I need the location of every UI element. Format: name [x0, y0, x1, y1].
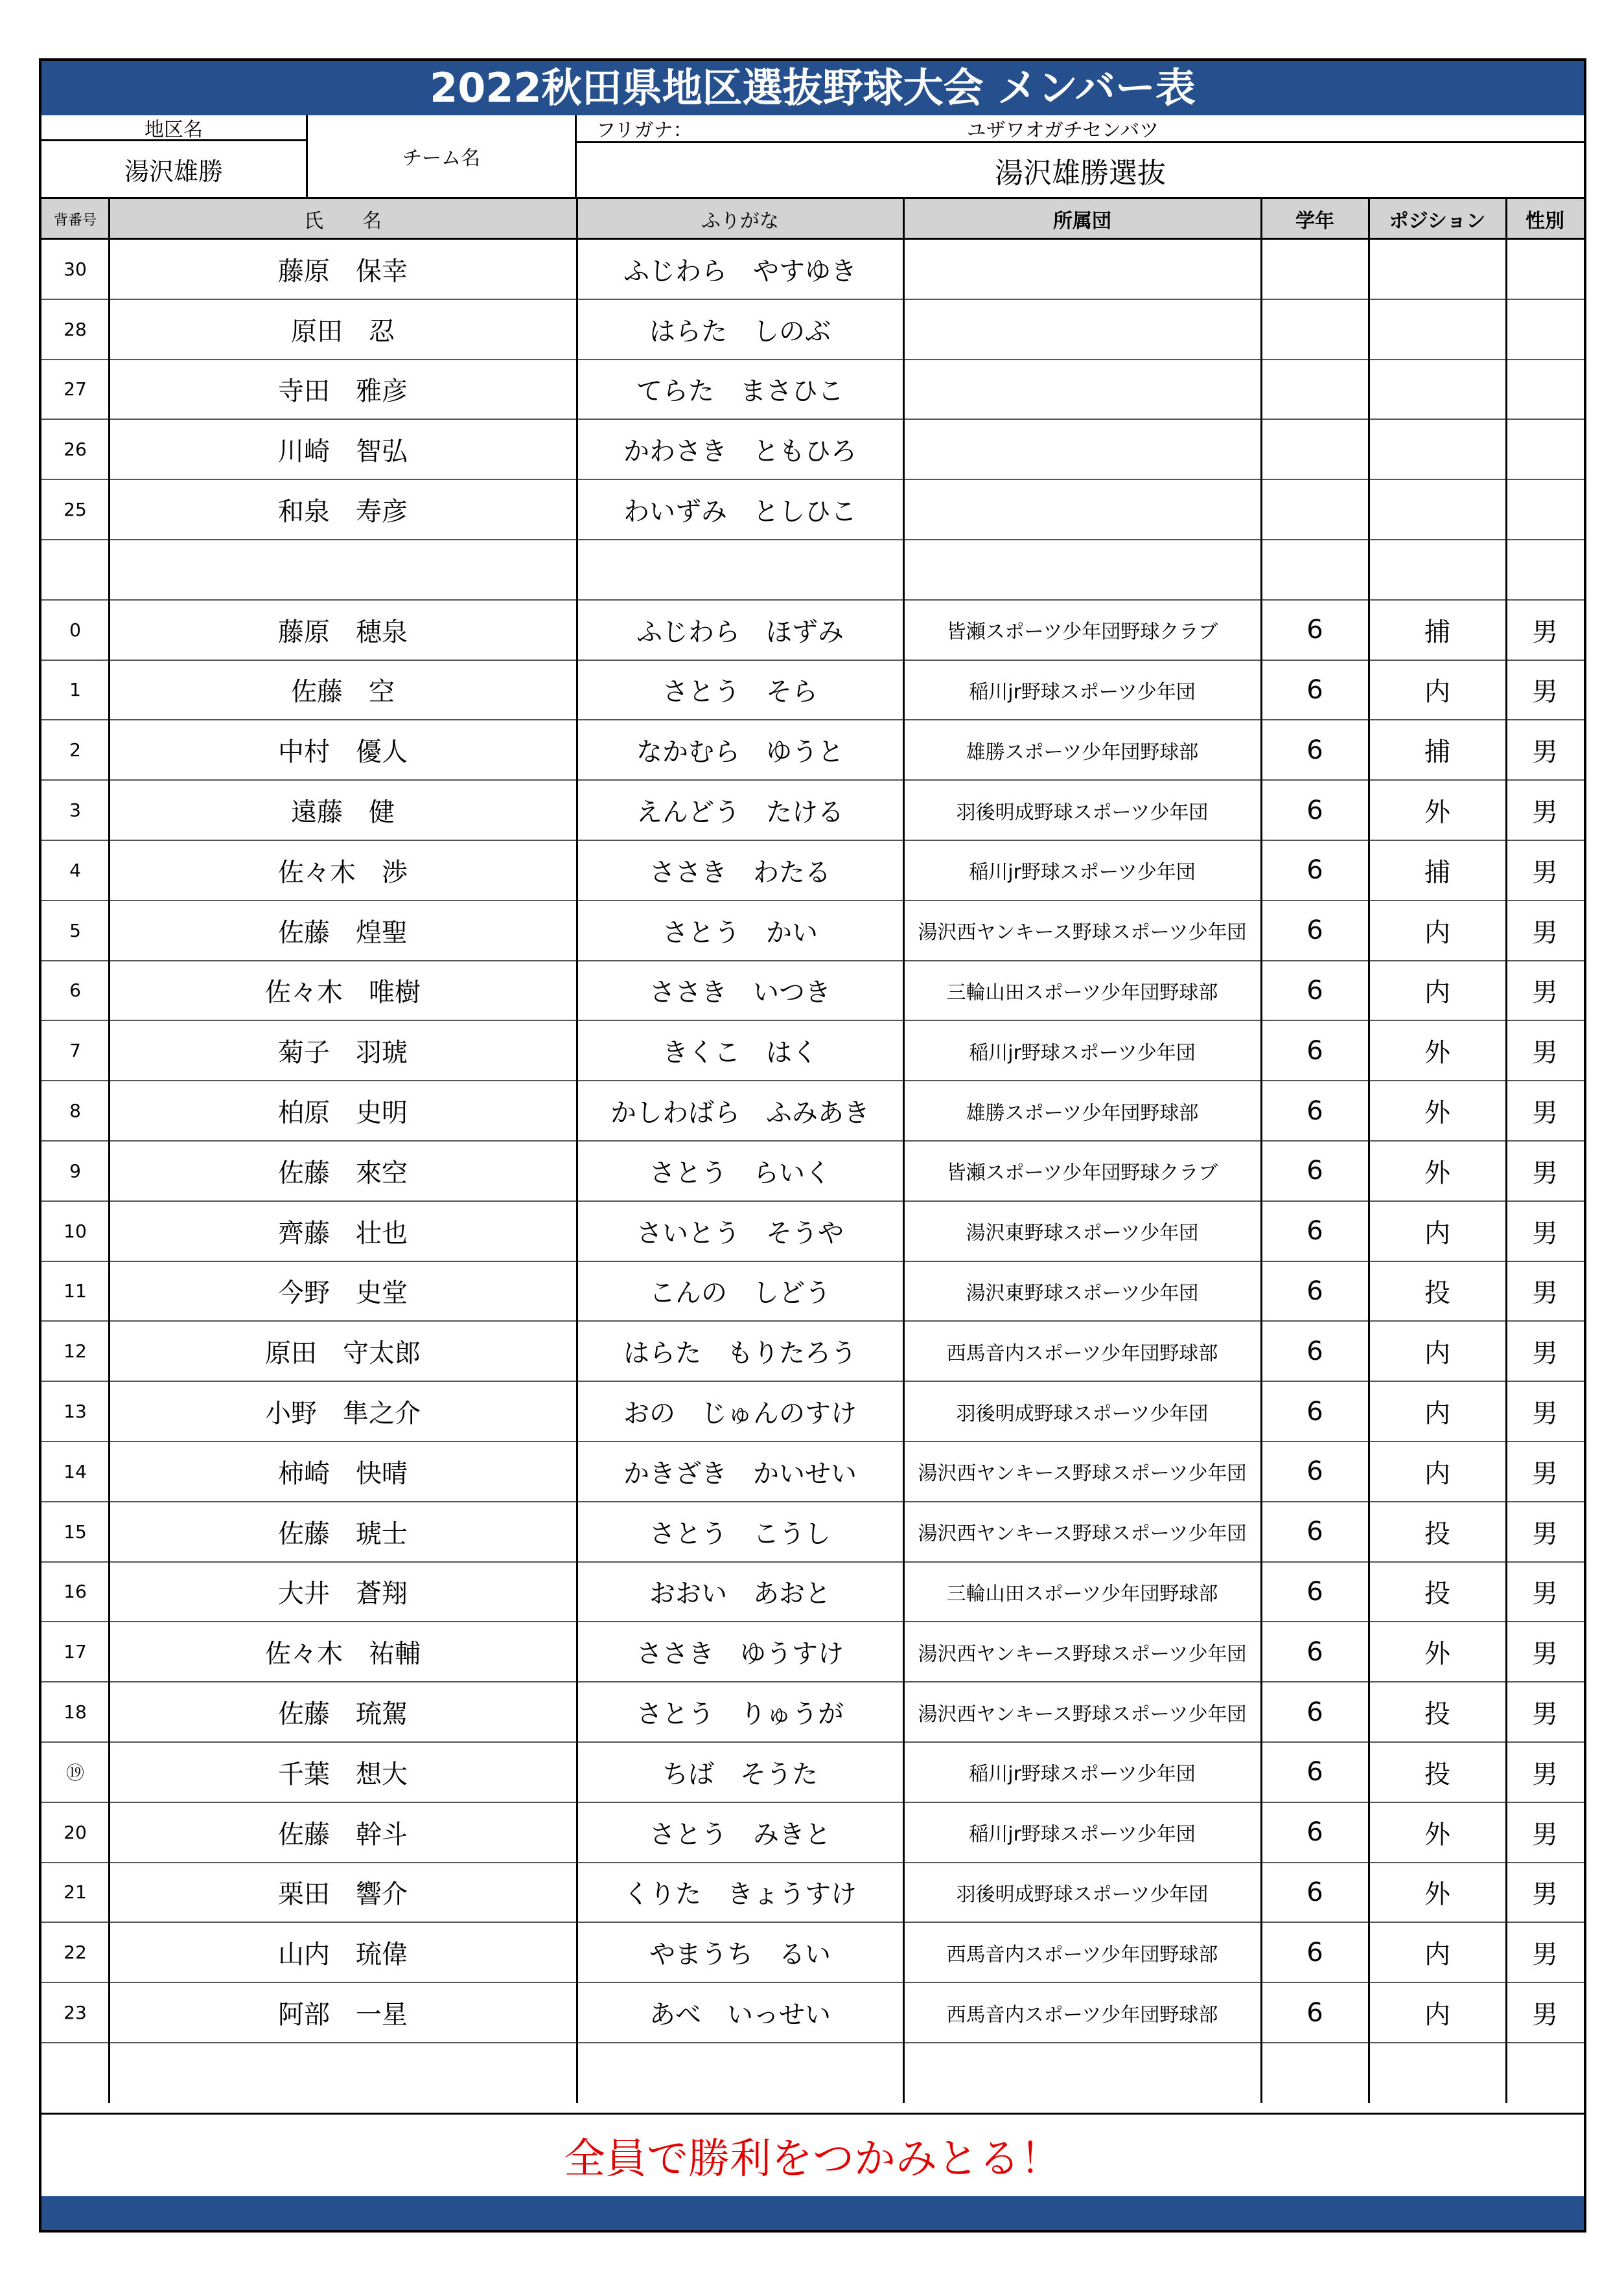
cell-pos: 内: [1424, 677, 1450, 707]
cell-kana: さいとう そうや: [636, 1218, 844, 1248]
cell-kana: ささき いつき: [649, 978, 831, 1008]
cell-pos: 外: [1424, 1098, 1450, 1129]
cell-sex: 男: [1532, 1278, 1558, 1309]
cell-pos: 内: [1424, 917, 1450, 948]
cell-name: 原田 忍: [291, 316, 395, 347]
footer-bar: [41, 2196, 1584, 2230]
cell-name: 柏原 史明: [278, 1098, 408, 1129]
cell-kana: かしわばら ふみあき: [610, 1098, 870, 1129]
cell-name: 佐々木 唯樹: [265, 978, 421, 1008]
cell-sex: 男: [1532, 677, 1558, 707]
row-divider: [41, 1621, 1584, 1622]
cell-grade: 6: [1306, 1576, 1323, 1607]
cell-kana: ふじわら やすゆき: [623, 256, 857, 286]
cell-pos: 内: [1424, 1218, 1450, 1248]
cell-no: 27: [64, 378, 87, 400]
cell-grade: 6: [1306, 1997, 1323, 2028]
cell-no: [41, 540, 109, 600]
cell-grade: [1261, 239, 1369, 299]
cell-club: [903, 540, 1261, 600]
cell-grade: 6: [1306, 1276, 1323, 1306]
cell-pos: 外: [1424, 1879, 1450, 1910]
cell-pos: 投: [1424, 1278, 1450, 1309]
cell-sex: 男: [1532, 1458, 1558, 1489]
cell-sex: 男: [1532, 1338, 1558, 1369]
cell-name: 小野 隼之介: [265, 1399, 421, 1429]
cell-sex: 男: [1532, 1399, 1558, 1429]
row-divider: [41, 1320, 1584, 1322]
cell-no: 25: [64, 499, 87, 521]
cell-sex: 男: [1532, 1519, 1558, 1549]
cell-name: 中村 優人: [278, 737, 408, 768]
cell-sex: 男: [1532, 1158, 1558, 1188]
cell-name: 遠藤 健: [291, 798, 395, 828]
cell-grade: 6: [1306, 1456, 1323, 1487]
cell-name: 齊藤 壮也: [278, 1218, 408, 1248]
column-divider: [1505, 199, 1507, 2103]
cell-club: [903, 479, 1261, 540]
cell-name: 佐藤 琉駕: [278, 1699, 408, 1730]
header-name: 氏 名: [109, 199, 577, 239]
cell-kana: わいずみ としひこ: [623, 497, 857, 527]
cell-pos: [1369, 419, 1506, 479]
cell-no: 5: [69, 919, 81, 941]
cell-pos: [1369, 239, 1506, 299]
cell-no: 15: [64, 1521, 87, 1543]
cell-no: 18: [64, 1701, 87, 1723]
cell-pos: 外: [1424, 1639, 1450, 1670]
cell-name: 和泉 寿彦: [278, 497, 408, 527]
cell-name: 柿崎 快晴: [278, 1458, 408, 1489]
cell-grade: 6: [1306, 795, 1323, 825]
team-name: 湯沢雄勝選抜: [577, 141, 1584, 197]
cell-name: 藤原 保幸: [278, 256, 408, 286]
cell-pos: 外: [1424, 798, 1450, 828]
cell-name: 寺田 雅彦: [278, 376, 408, 407]
cell-grade: [1261, 2043, 1369, 2103]
cell-grade: 6: [1306, 1336, 1323, 1366]
cell-grade: 6: [1306, 1396, 1323, 1427]
cell-no: [41, 2043, 109, 2103]
cell-kana: さとう そら: [662, 677, 818, 707]
cell-pos: [1369, 360, 1506, 420]
cell-club: [903, 299, 1261, 360]
row-divider: [41, 1501, 1584, 1502]
cell-pos: 内: [1424, 1458, 1450, 1489]
cell-club: 湯沢東野球スポーツ少年団: [966, 1281, 1199, 1305]
cell-name: 大井 蒼翔: [278, 1579, 408, 1609]
cell-sex: 男: [1532, 978, 1558, 1008]
row-divider: [41, 1862, 1584, 1863]
cell-club: [903, 419, 1261, 479]
column-divider: [576, 199, 578, 2103]
cell-club: 稲川jr野球スポーツ少年団: [969, 861, 1196, 884]
column-divider: [1260, 199, 1262, 2103]
cell-grade: 6: [1306, 975, 1323, 1005]
cell-no: 3: [69, 799, 81, 821]
cell-name: 阿部 一星: [278, 2000, 408, 2030]
cell-sex: 男: [1532, 1639, 1558, 1670]
cell-club: [903, 2043, 1261, 2103]
cell-grade: 6: [1306, 1096, 1323, 1126]
cell-grade: 6: [1306, 735, 1323, 765]
cell-grade: 6: [1306, 1035, 1323, 1066]
cell-grade: [1261, 479, 1369, 540]
cell-sex: 男: [1532, 1759, 1558, 1789]
cell-name: 山内 琉偉: [278, 1940, 408, 1970]
slogan: 全員で勝利をつかみとる！: [564, 2135, 1061, 2183]
cell-sex: 男: [1532, 617, 1558, 647]
cell-kana: さとう こうし: [649, 1519, 831, 1549]
cell-kana: きくこ はく: [662, 1038, 818, 1068]
cell-name: 佐藤 空: [291, 677, 395, 707]
cell-kana: おおい あおと: [649, 1579, 831, 1609]
row-divider: [41, 840, 1584, 841]
cell-name: 今野 史堂: [278, 1278, 408, 1309]
row-divider: [41, 1020, 1584, 1021]
cell-no: 9: [69, 1160, 81, 1182]
cell-club: 湯沢西ヤンキース野球スポーツ少年団: [918, 1462, 1247, 1486]
cell-name: 栗田 響介: [278, 1879, 408, 1910]
cell-grade: 6: [1306, 915, 1323, 946]
row-divider: [41, 900, 1584, 901]
cell-grade: 6: [1306, 1636, 1323, 1667]
cell-sex: [1506, 360, 1584, 420]
cell-name: 川崎 智弘: [278, 437, 408, 467]
header-club: 所属団: [903, 199, 1261, 239]
cell-pos: 捕: [1424, 857, 1450, 888]
row-divider: [41, 1441, 1584, 1442]
cell-sex: [1506, 479, 1584, 540]
cell-sex: 男: [1532, 1098, 1558, 1129]
cell-pos: [1369, 299, 1506, 360]
cell-grade: 6: [1306, 615, 1323, 645]
cell-pos: 捕: [1424, 737, 1450, 768]
cell-grade: 6: [1306, 1757, 1323, 1787]
cell-sex: 男: [1532, 857, 1558, 888]
page-title: 2022秋田県地区選抜野球大会 メンバー表: [41, 61, 1584, 115]
cell-pos: 投: [1424, 1519, 1450, 1549]
cell-pos: 内: [1424, 2000, 1450, 2030]
row-divider: [41, 1561, 1584, 1563]
cell-grade: [1261, 540, 1369, 600]
row-divider: [41, 359, 1584, 360]
row-divider: [41, 1681, 1584, 1682]
cell-kana: なかむら ゆうと: [636, 737, 844, 768]
cell-sex: 男: [1532, 2000, 1558, 2030]
cell-no: 26: [64, 439, 87, 461]
cell-club: 稲川jr野球スポーツ少年団: [969, 1763, 1196, 1786]
cell-club: 雄勝スポーツ少年団野球部: [966, 740, 1199, 764]
header-sex: 性別: [1506, 199, 1584, 239]
cell-sex: 男: [1532, 1940, 1558, 1970]
cell-name: [109, 540, 577, 600]
cell-name: 佐藤 琥士: [278, 1519, 408, 1549]
cell-sex: 男: [1532, 1879, 1558, 1910]
cell-pos: 捕: [1424, 617, 1450, 647]
cell-club: 三輪山田スポーツ少年団野球部: [946, 981, 1218, 1004]
header-grade: 学年: [1261, 199, 1369, 239]
district-label: 地区名: [41, 115, 306, 141]
cell-no: 20: [64, 1821, 87, 1843]
cell-grade: 6: [1306, 674, 1323, 705]
row-divider: [41, 2042, 1584, 2043]
cell-sex: [1506, 2043, 1584, 2103]
cell-kana: こんの しどう: [649, 1278, 831, 1309]
cell-kana: やまうち るい: [649, 1940, 831, 1970]
cell-kana: さとう らいく: [649, 1158, 831, 1188]
column-divider: [1368, 199, 1370, 2103]
row-divider: [41, 660, 1584, 661]
cell-kana: ふじわら ほずみ: [636, 617, 844, 647]
district-value: 湯沢雄勝: [124, 157, 223, 186]
cell-club: 雄勝スポーツ少年団野球部: [966, 1101, 1199, 1125]
cell-no: 1: [69, 679, 81, 701]
cell-name: [109, 2043, 577, 2103]
row-divider: [41, 539, 1584, 540]
cell-grade: 6: [1306, 1216, 1323, 1246]
cell-no: 6: [69, 980, 81, 1002]
cell-pos: 内: [1424, 1338, 1450, 1369]
cell-club: 稲川jr野球スポーツ少年団: [969, 680, 1196, 704]
cell-grade: [1261, 360, 1369, 420]
furigana-value: ユザワオガチセンバツ: [966, 119, 1159, 141]
cell-club: 皆瀬スポーツ少年団野球クラブ: [946, 1162, 1218, 1185]
cell-club: 稲川jr野球スポーツ少年団: [969, 1823, 1196, 1846]
cell-grade: 6: [1306, 855, 1323, 886]
cell-club: 稲川jr野球スポーツ少年団: [969, 1041, 1196, 1064]
cell-no: 12: [64, 1340, 87, 1362]
cell-club: 西馬音内スポーツ少年団野球部: [946, 1943, 1218, 1966]
cell-sex: 男: [1532, 1699, 1558, 1730]
cell-club: 羽後明成野球スポーツ少年団: [956, 1883, 1209, 1906]
column-divider: [903, 199, 905, 2103]
cell-kana: さとう りゅうが: [636, 1699, 844, 1730]
cell-pos: [1369, 2043, 1506, 2103]
cell-pos: [1369, 540, 1506, 600]
cell-no: 22: [64, 1942, 87, 1964]
cell-no: 21: [64, 1881, 87, 1903]
cell-club: 湯沢西ヤンキース野球スポーツ少年団: [918, 921, 1247, 945]
cell-grade: 6: [1306, 1517, 1323, 1547]
cell-club: 羽後明成野球スポーツ少年団: [956, 1402, 1209, 1425]
row-divider: [41, 719, 1584, 720]
row-divider: [41, 1200, 1584, 1202]
cell-club: 湯沢東野球スポーツ少年団: [966, 1222, 1199, 1245]
cell-no: 14: [64, 1460, 87, 1482]
cell-kana: [577, 540, 903, 600]
furigana-label: フリガナ：: [596, 119, 693, 141]
cell-sex: 男: [1532, 1819, 1558, 1850]
cell-name: 佐藤 來空: [278, 1158, 408, 1188]
cell-grade: [1261, 299, 1369, 360]
cell-no: 4: [69, 859, 81, 881]
row-divider: [41, 1381, 1584, 1382]
cell-no: 28: [64, 318, 87, 340]
cell-no: 11: [64, 1280, 87, 1302]
cell-sex: [1506, 239, 1584, 299]
cell-sex: 男: [1532, 1218, 1558, 1248]
cell-no: 7: [69, 1040, 81, 1062]
cell-pos: 内: [1424, 1940, 1450, 1970]
cell-name: 佐々木 祐輔: [265, 1639, 421, 1670]
cell-grade: 6: [1306, 1697, 1323, 1727]
row-divider: [41, 479, 1584, 480]
cell-no: 16: [64, 1581, 87, 1603]
cell-sex: 男: [1532, 917, 1558, 948]
cell-no: 8: [69, 1100, 81, 1122]
cell-name: 千葉 想大: [278, 1759, 408, 1789]
cell-pos: 内: [1424, 978, 1450, 1008]
cell-no: 2: [69, 739, 81, 761]
cell-name: 菊子 羽琥: [278, 1038, 408, 1068]
column-divider: [108, 199, 110, 2103]
cell-sex: 男: [1532, 798, 1558, 828]
header-kana: ふりがな: [577, 199, 903, 239]
team-label: チーム名: [306, 115, 577, 197]
cell-name: 原田 守太郎: [265, 1338, 421, 1369]
cell-kana: かきざき かいせい: [623, 1458, 857, 1489]
cell-kana: さとう みきと: [649, 1819, 831, 1850]
cell-name: 佐々木 渉: [278, 857, 408, 888]
cell-no: 23: [64, 2002, 87, 2024]
cell-club: 湯沢西ヤンキース野球スポーツ少年団: [918, 1642, 1247, 1666]
cell-sex: [1506, 540, 1584, 600]
cell-kana: かわさき ともひろ: [623, 437, 857, 467]
cell-kana: あべ いっせい: [649, 2000, 831, 2030]
cell-club: 湯沢西ヤンキース野球スポーツ少年団: [918, 1703, 1247, 1726]
cell-grade: 6: [1306, 1877, 1323, 1907]
cell-sex: [1506, 419, 1584, 479]
cell-kana: [577, 2043, 903, 2103]
cell-name: 藤原 穂泉: [278, 617, 408, 647]
row-divider: [41, 1261, 1584, 1262]
header-pos: ポジション: [1369, 199, 1506, 239]
cell-kana: ささき わたる: [649, 857, 831, 888]
cell-no: 13: [64, 1401, 87, 1423]
cell-pos: 投: [1424, 1579, 1450, 1609]
cell-pos: 内: [1424, 1399, 1450, 1429]
cell-name: 佐藤 煌聖: [278, 917, 408, 948]
row-divider: [41, 419, 1584, 420]
cell-grade: [1261, 419, 1369, 479]
cell-no: 0: [69, 619, 81, 641]
cell-kana: さとう かい: [662, 917, 818, 948]
cell-pos: 外: [1424, 1158, 1450, 1188]
row-divider: [41, 1140, 1584, 1142]
cell-sex: 男: [1532, 1038, 1558, 1068]
row-divider: [41, 1922, 1584, 1923]
member-sheet: [39, 58, 1586, 2233]
cell-club: 皆瀬スポーツ少年団野球クラブ: [946, 621, 1218, 644]
cell-pos: 外: [1424, 1819, 1450, 1850]
row-divider: [41, 1741, 1584, 1743]
cell-sex: 男: [1532, 1579, 1558, 1609]
row-divider: [41, 1982, 1584, 1983]
cell-grade: 6: [1306, 1937, 1323, 1968]
cell-pos: 投: [1424, 1699, 1450, 1730]
cell-grade: 6: [1306, 1156, 1323, 1186]
cell-club: 湯沢西ヤンキース野球スポーツ少年団: [918, 1522, 1247, 1546]
cell-kana: おの じゅんのすけ: [623, 1399, 857, 1429]
cell-grade: 6: [1306, 1817, 1323, 1848]
row-divider: [41, 1080, 1584, 1081]
header-no: 背番号: [41, 199, 109, 239]
cell-club: [903, 360, 1261, 420]
cell-club: 羽後明成野球スポーツ少年団: [956, 801, 1209, 824]
cell-club: 西馬音内スポーツ少年団野球部: [946, 2003, 1218, 2026]
cell-kana: ささき ゆうすけ: [636, 1639, 844, 1670]
row-divider: [41, 960, 1584, 961]
cell-sex: [1506, 299, 1584, 360]
cell-pos: 投: [1424, 1759, 1450, 1789]
row-divider: [41, 779, 1584, 781]
cell-kana: えんどう たける: [636, 798, 844, 828]
cell-club: [903, 239, 1261, 299]
cell-pos: [1369, 479, 1506, 540]
cell-kana: てらた まさひこ: [636, 376, 844, 407]
row-divider: [41, 299, 1584, 300]
cell-pos: 外: [1424, 1038, 1450, 1068]
cell-kana: はらた しのぶ: [649, 316, 831, 347]
cell-kana: ちば そうた: [662, 1759, 818, 1789]
cell-no: 17: [64, 1641, 87, 1663]
cell-no: ⑲: [65, 1762, 84, 1784]
cell-sex: 男: [1532, 737, 1558, 768]
cell-club: 西馬音内スポーツ少年団野球部: [946, 1342, 1218, 1365]
cell-no: 30: [64, 258, 87, 280]
cell-name: 佐藤 幹斗: [278, 1819, 408, 1850]
cell-kana: くりた きょうすけ: [623, 1879, 857, 1910]
row-divider: [41, 1802, 1584, 1803]
cell-club: 三輪山田スポーツ少年団野球部: [946, 1582, 1218, 1605]
cell-no: 10: [64, 1220, 87, 1242]
row-divider: [41, 599, 1584, 601]
cell-kana: はらた もりたろう: [623, 1338, 857, 1369]
